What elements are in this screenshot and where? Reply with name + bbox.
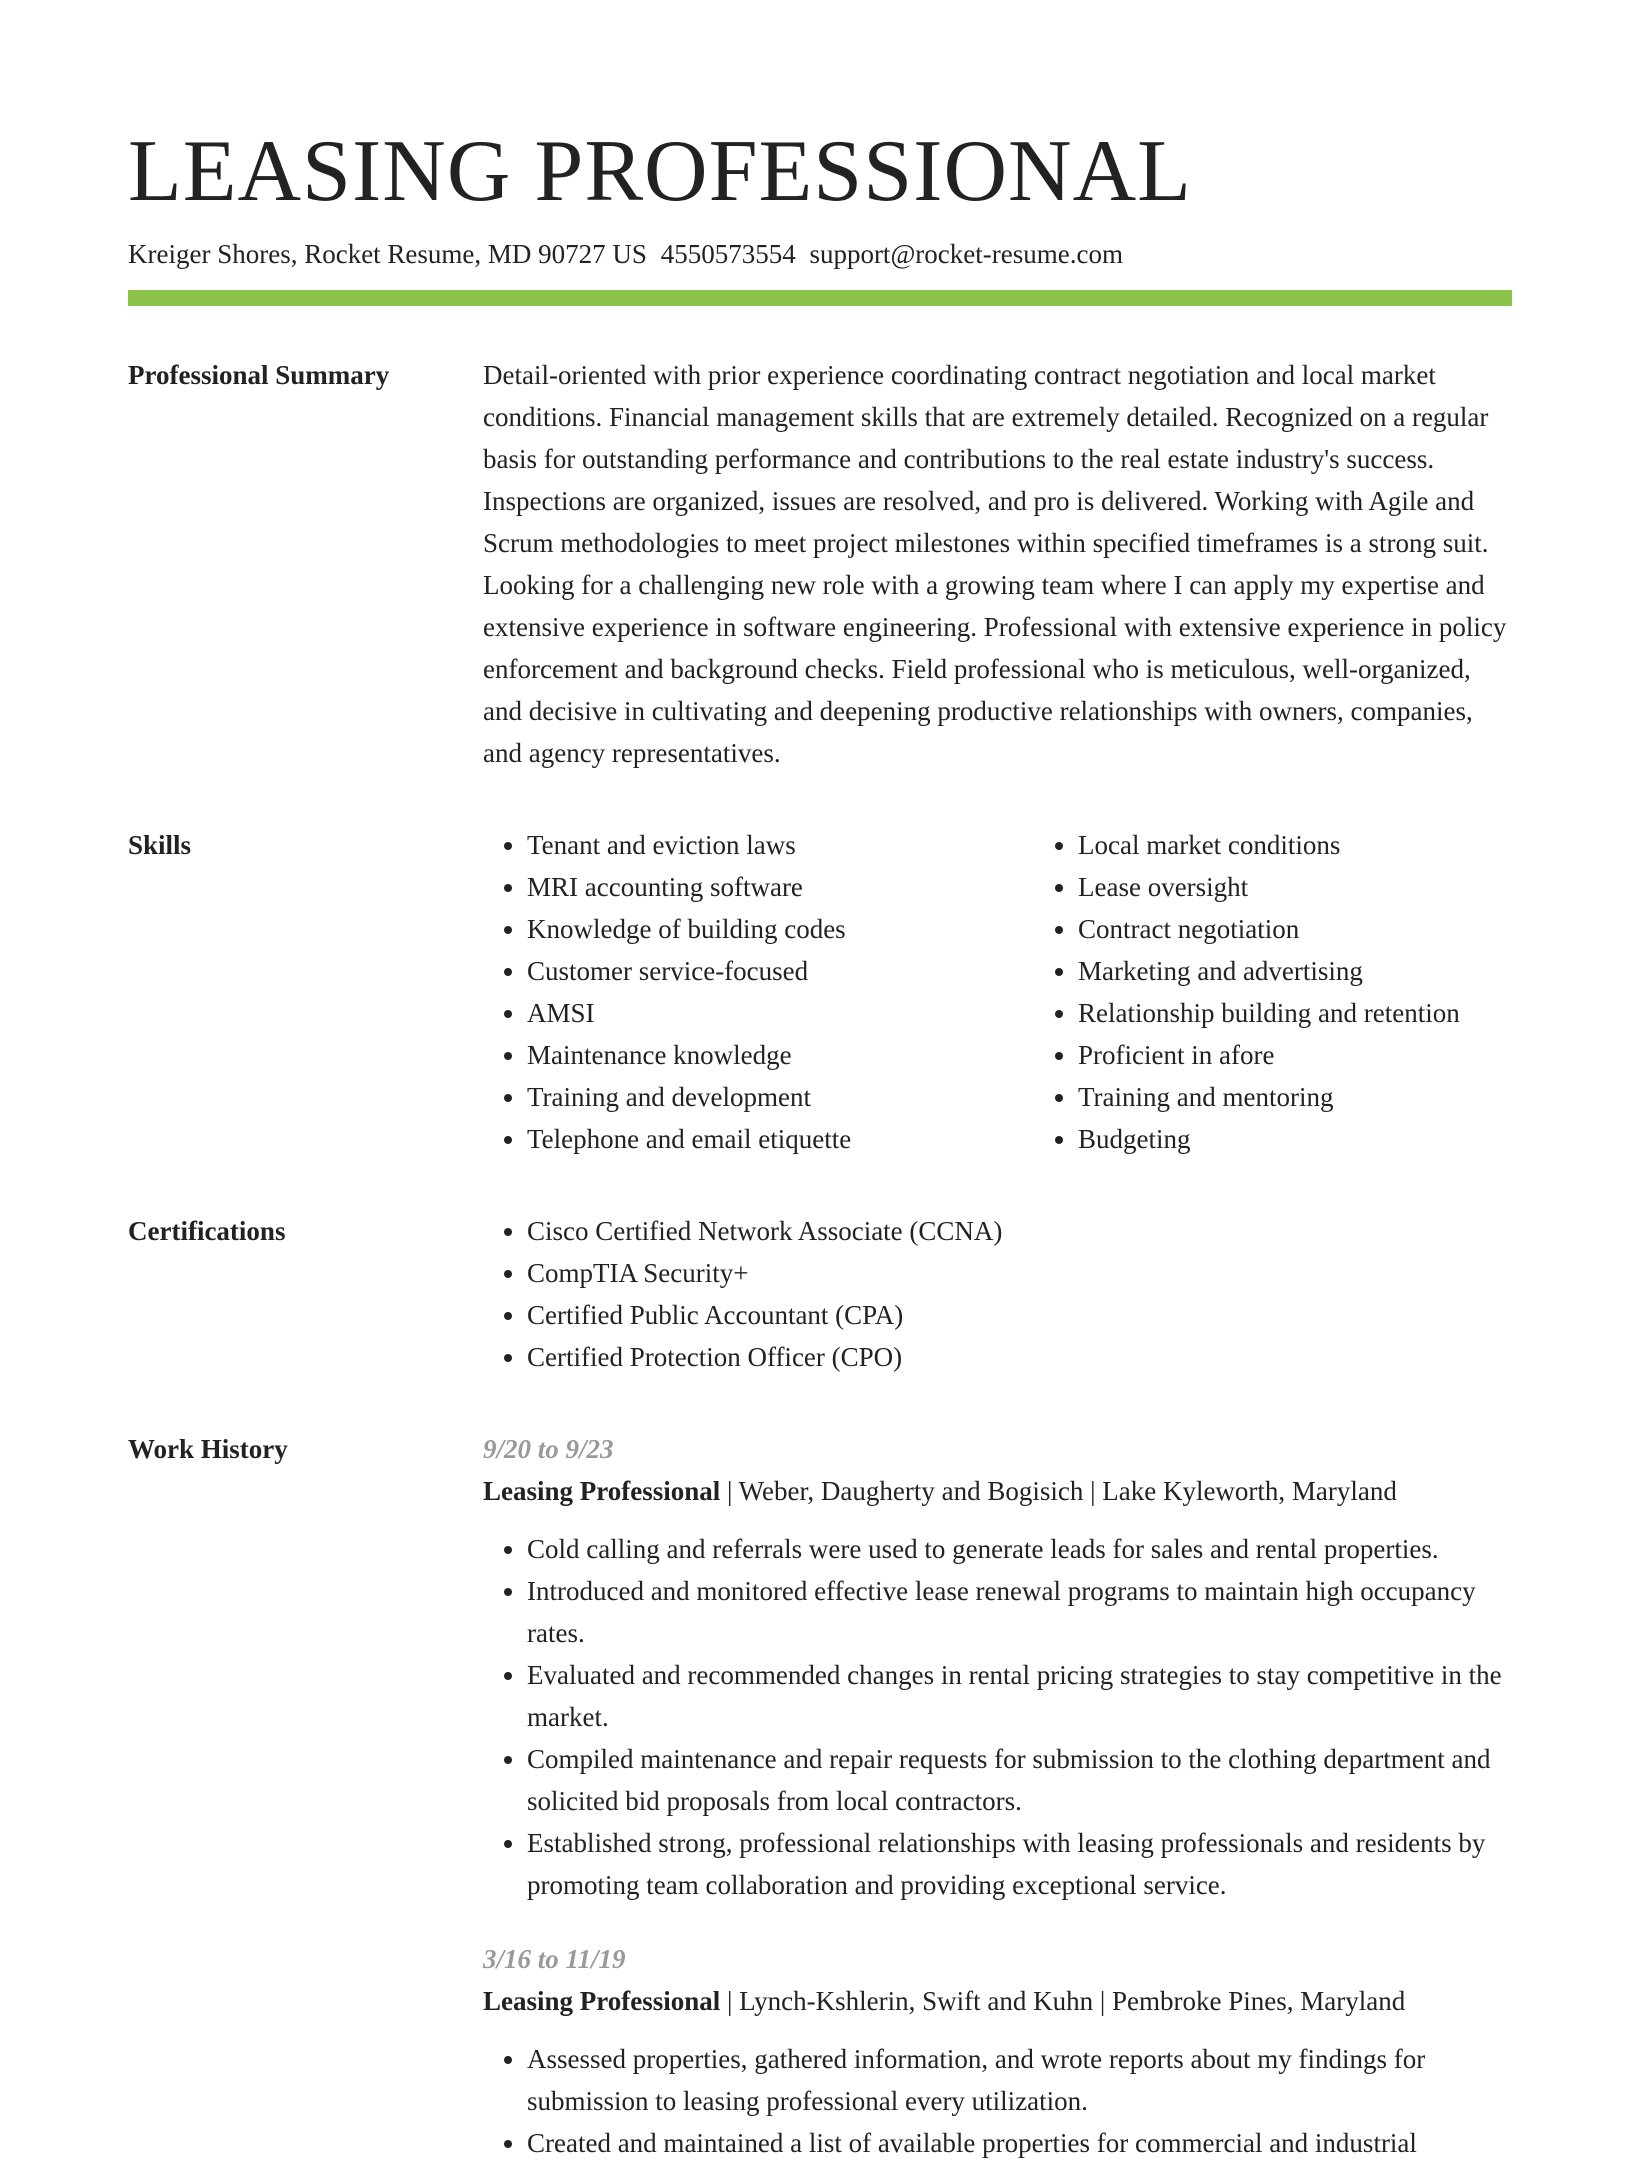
job-bullet: • Evaluated and recommended changes in rental pricing strategies to stay competitive in the market. [527, 1654, 1512, 1738]
certifications-list [483, 1210, 1512, 1378]
certification-item: • Certified Protection Officer (CPO) [527, 1336, 1512, 1378]
job-bullet: • Introduced and monitored effective lease renewal programs to maintain high occupancy rates. [527, 1570, 1512, 1654]
skill-item: • Contract negotiation [1078, 908, 1558, 950]
certifications-content [483, 1210, 1512, 1378]
job-entry [483, 1428, 1512, 1906]
job-dates: 3/16 to 11/19 [483, 1944, 626, 1974]
work-history-content [483, 1428, 1512, 2164]
skill-item: • Tenant and eviction laws [527, 824, 1034, 866]
skill-item: • Marketing and advertising [1078, 950, 1558, 992]
job-bullets [483, 1528, 1512, 1906]
skills-content [483, 824, 1558, 1160]
job-role-line [483, 1980, 1512, 2022]
job-dates: 9/20 to 9/23 [483, 1434, 614, 1464]
header-divider [128, 290, 1512, 306]
skills-section [128, 824, 1512, 1160]
certification-item: • CompTIA Security+ [527, 1252, 1512, 1294]
skill-item: • Maintenance knowledge [527, 1034, 1034, 1076]
skill-item: • Local market conditions [1078, 824, 1558, 866]
work-history-label: Work History [128, 1434, 288, 1464]
skill-item: • Customer service-focused [527, 950, 1034, 992]
certifications-label: Certifications [128, 1216, 286, 1246]
skill-item: • Lease oversight [1078, 866, 1558, 908]
summary-label: Professional Summary [128, 360, 390, 390]
contact-address: Kreiger Shores, Rocket Resume, MD 90727 US [128, 239, 647, 269]
work-history-section [128, 1428, 1512, 2164]
job-bullet: • Established strong, professional relationships with leasing professionals and residents by promoting team collaboration and providing exceptional service. [527, 1822, 1512, 1906]
skill-item: • Proficient in afore [1078, 1034, 1558, 1076]
job-bullet: • Cold calling and referrals were used to generate leads for sales and rental properties. [527, 1528, 1512, 1570]
skills-list-left [483, 824, 1034, 1160]
summary-content [483, 354, 1512, 774]
job-bullet: • Compiled maintenance and repair requests for submission to the clothing department and solicited bid proposals from local contractors. [527, 1738, 1512, 1822]
summary-text: Detail-oriented with prior experience coordinating contract negotiation and local market conditions. Financial management skills that are extremely detailed. Recognized on a regular basis for outstanding performance and contributions to the real estate industry's success. Inspections are organized, issues are resolved, and pro is delivered. Working with Agile and Scrum methodologies to meet project milestones within specified timeframes is a strong suit. Looking for a challenging new role with a growing team where I can apply my expertise and extensive experience in software engineering. Professional with extensive experience in policy enforcement and background checks. Field professional who is meticulous, well-organized, and decisive in cultivating and deepening productive relationships with owners, companies, and agency representatives. [483, 360, 1507, 768]
skill-item: • Knowledge of building codes [527, 908, 1034, 950]
contact-line [128, 236, 1512, 272]
skill-item: • Budgeting [1078, 1118, 1558, 1160]
job-bullet: • Created and maintained a list of available properties for commercial and industrial [527, 2122, 1512, 2164]
skill-item: • Relationship building and retention [1078, 992, 1558, 1034]
resume-name: LEASING PROFESSIONAL [128, 123, 1192, 220]
job-title: Leasing Professional [483, 1986, 721, 2016]
job-bullet: • Assessed properties, gathered information, and wrote reports about my findings for submission to leasing professional every utilization. [527, 2038, 1512, 2122]
contact-phone: 4550573554 [660, 239, 796, 269]
job-details: | Lynch-Kshlerin, Swift and Kuhn | Pembroke Pines, Maryland [720, 1986, 1406, 2016]
skills-label: Skills [128, 830, 192, 860]
certification-item: • Certified Public Accountant (CPA) [527, 1294, 1512, 1336]
summary-section [128, 354, 1512, 774]
skill-item: • MRI accounting software [527, 866, 1034, 908]
job-details: | Weber, Daugherty and Bogisich | Lake Kyleworth, Maryland [720, 1476, 1397, 1506]
job-role-line [483, 1470, 1512, 1512]
certification-item: • Cisco Certified Network Associate (CCNA) [527, 1210, 1512, 1252]
skill-item: • Training and development [527, 1076, 1034, 1118]
skill-item: • AMSI [527, 992, 1034, 1034]
contact-email: support@rocket-resume.com [809, 239, 1123, 269]
job-title: Leasing Professional [483, 1476, 721, 1506]
skill-item: • Training and mentoring [1078, 1076, 1558, 1118]
job-bullets [483, 2038, 1512, 2164]
skills-list-right [1034, 824, 1558, 1160]
skill-item: • Telephone and email etiquette [527, 1118, 1034, 1160]
certifications-section [128, 1210, 1512, 1378]
resume-page [128, 120, 1512, 2164]
job-entry [483, 1938, 1512, 2164]
